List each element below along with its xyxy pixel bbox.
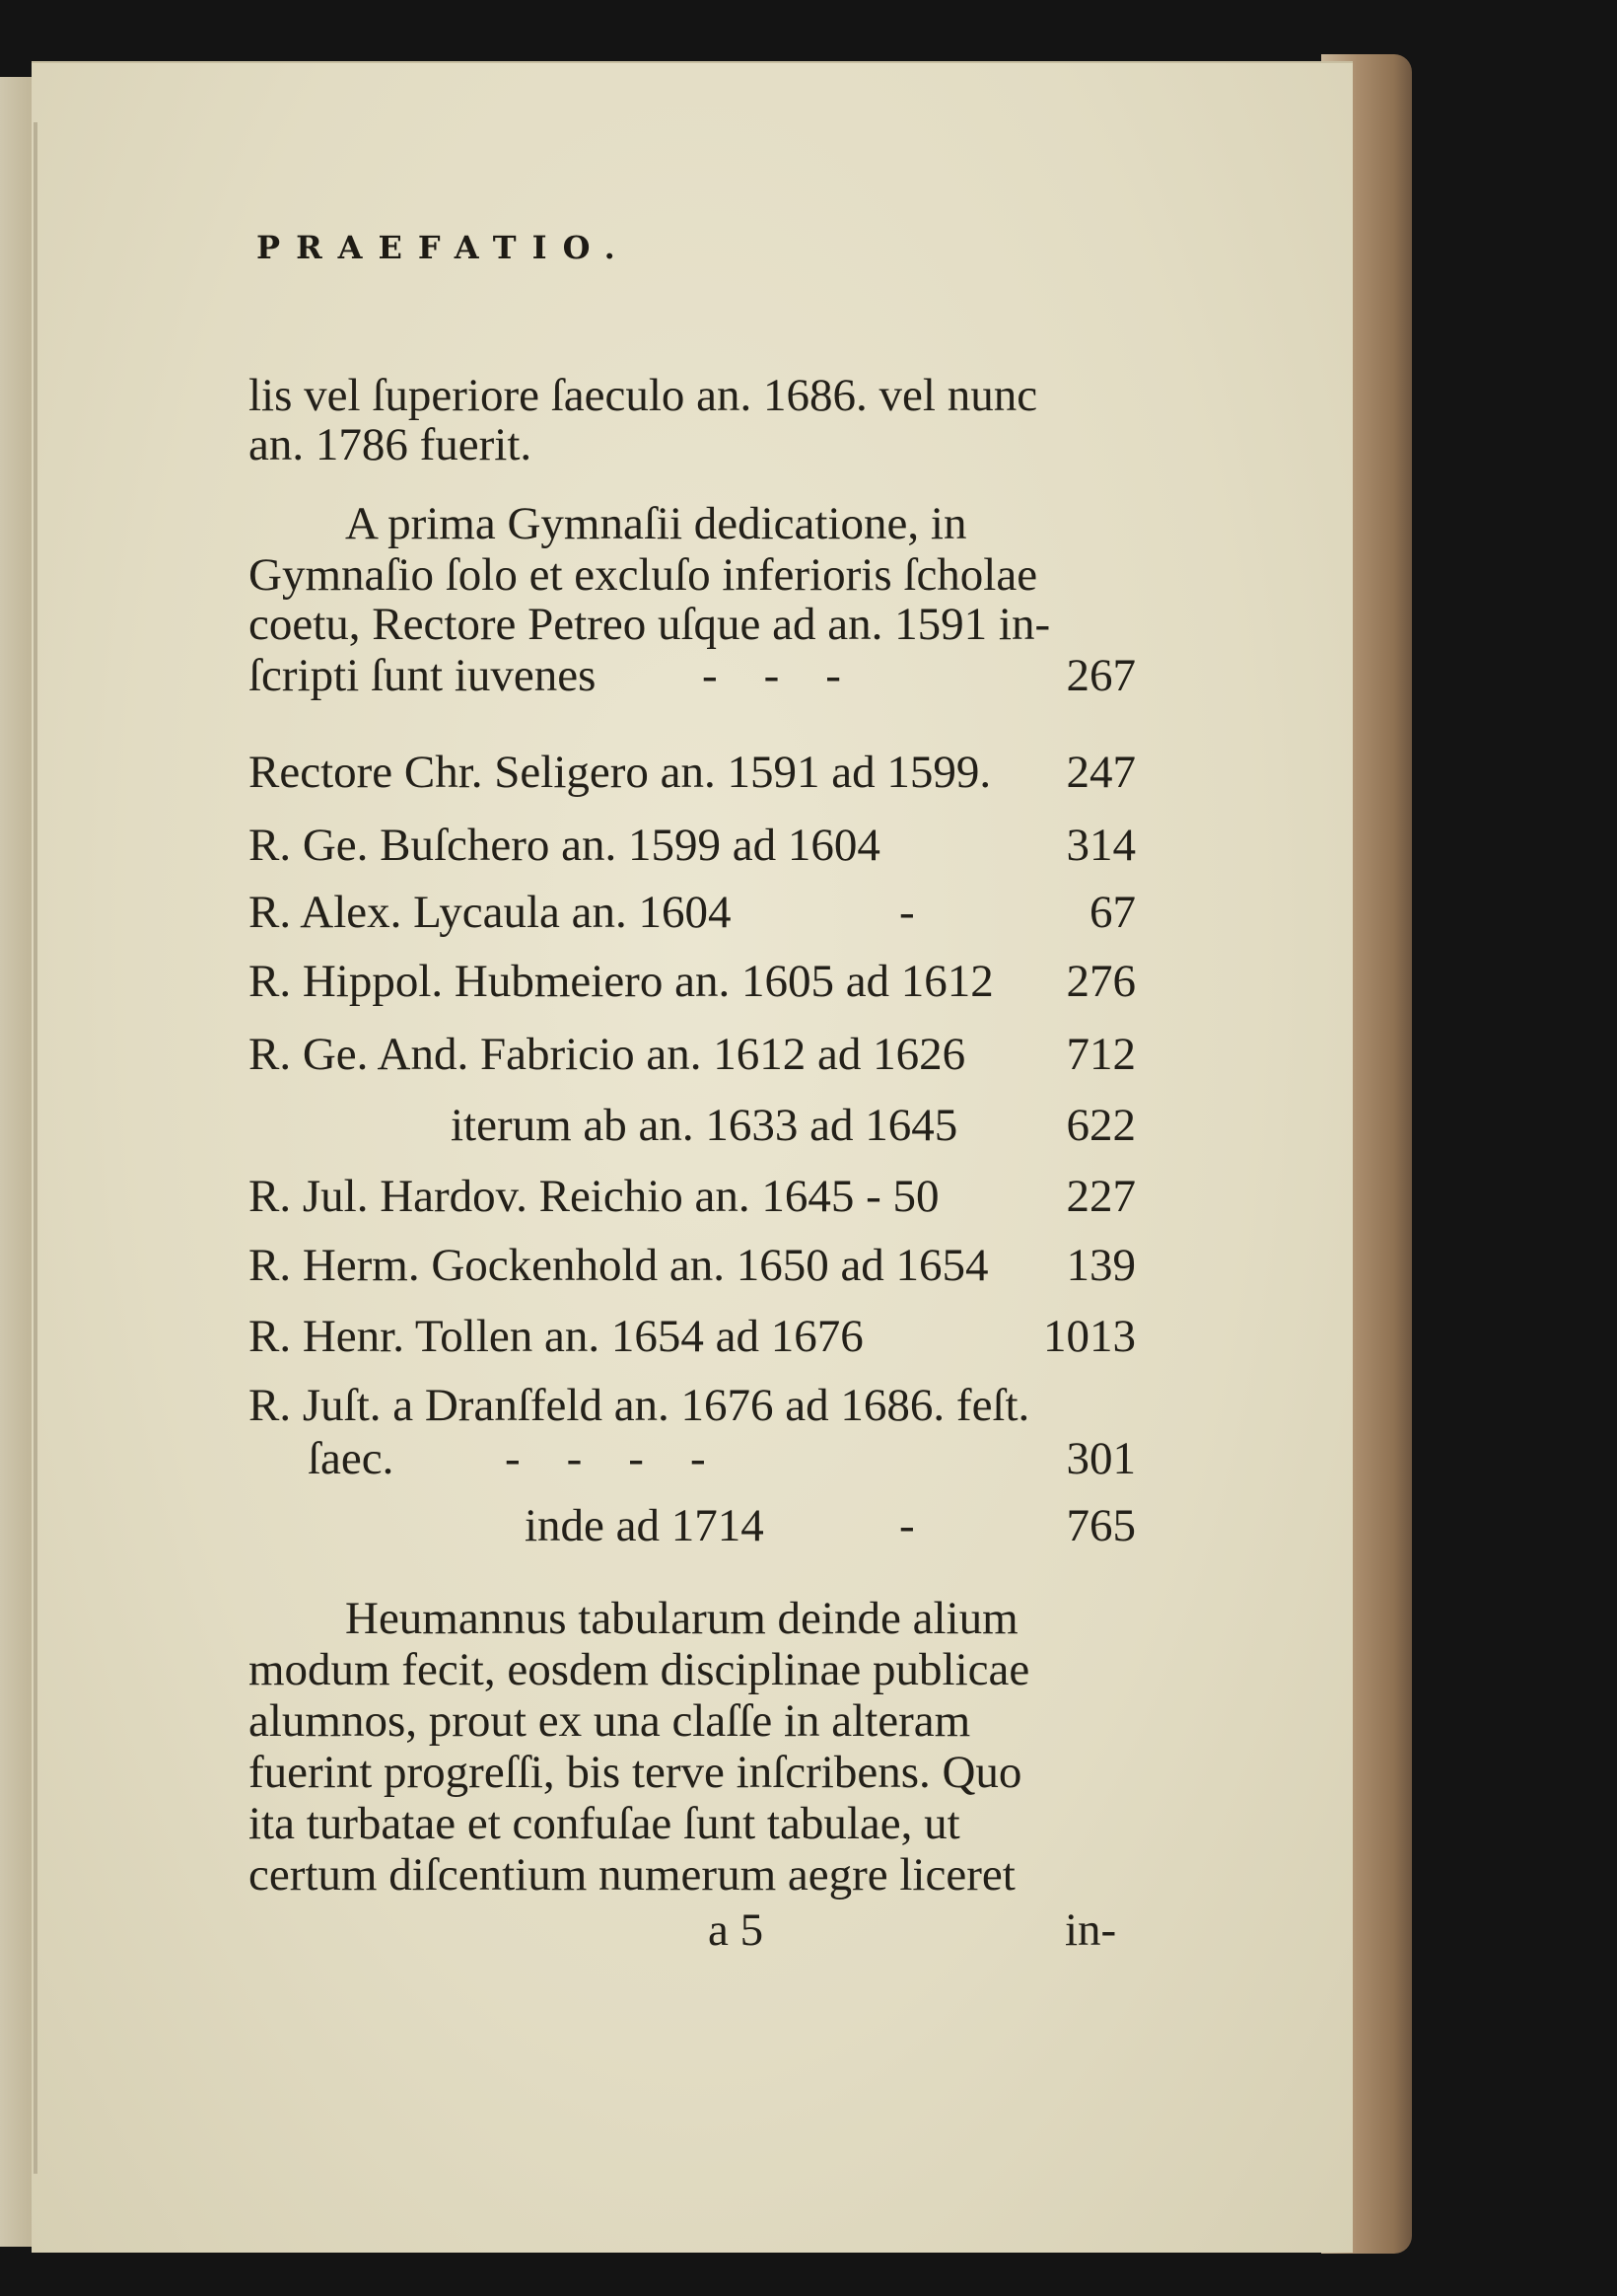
- row-number: 622: [1066, 1100, 1136, 1151]
- paragraph-line: modum fecit, eosdem disciplinae publicae: [248, 1644, 1030, 1695]
- paragraph-line: Heumannus tabularum deinde alium: [345, 1593, 1019, 1644]
- row-label: R. Herm. Gockenhold an. 1650 ad 1654: [248, 1240, 989, 1291]
- paragraph-line: A prima Gymnaſii dedicatione, in: [345, 498, 967, 549]
- total-number: 267: [1066, 650, 1136, 701]
- row-number: 765: [1066, 1500, 1136, 1551]
- paragraph-line: ſcripti ſunt iuvenes: [248, 650, 597, 701]
- paragraph-line: alumnos, prout ex una claſſe in alteram: [248, 1695, 971, 1747]
- row-number: 67: [1090, 887, 1136, 938]
- row-label: R. Henr. Tollen an. 1654 ad 1676: [248, 1311, 864, 1362]
- row-label: R. Hippol. Hubmeiero an. 1605 ad 1612: [248, 956, 994, 1007]
- row-label: R. Alex. Lycaula an. 1604: [248, 887, 732, 938]
- running-header: PRAEFATIO.: [256, 229, 631, 266]
- row-number: 247: [1066, 747, 1136, 798]
- intro-line: lis vel ſuperiore ſaeculo an. 1686. vel nunc: [248, 370, 1038, 421]
- row-number: 314: [1066, 820, 1136, 871]
- row-number: 276: [1066, 956, 1136, 1007]
- leader-dashes: -: [899, 1500, 915, 1551]
- row-label: R. Jul. Hardov. Reichio an. 1645 - 50: [248, 1171, 940, 1222]
- row-label: iterum ab an. 1633 ad 1645: [451, 1100, 958, 1151]
- row-number: 139: [1066, 1240, 1136, 1291]
- paragraph-line: coetu, Rectore Petreo uſque ad an. 1591 in-: [248, 599, 1051, 650]
- row-label: R. Ge. Buſchero an. 1599 ad 1604: [248, 820, 880, 871]
- row-number: 1013: [1043, 1311, 1136, 1362]
- leader-dashes: - - -: [702, 650, 841, 701]
- leader-dashes: -: [899, 887, 915, 938]
- gutter-line: [34, 122, 37, 2174]
- paragraph-line: Gymnaſio ſolo et excluſo inferioris ſcholae: [248, 549, 1038, 601]
- row-number: 301: [1066, 1433, 1136, 1484]
- row-number: 227: [1066, 1171, 1136, 1222]
- leader-dashes: - - - -: [505, 1433, 706, 1484]
- row-label: R. Ge. And. Fabricio an. 1612 ad 1626: [248, 1029, 966, 1080]
- signature-mark: a 5: [708, 1904, 764, 1956]
- paragraph-line: ita turbatae et confuſae ſunt tabulae, ut: [248, 1798, 960, 1849]
- row-label: Rectore Chr. Seligero an. 1591 ad 1599.: [248, 747, 992, 798]
- row-label: ſaec.: [308, 1433, 394, 1484]
- row-label: inde ad 1714: [525, 1500, 764, 1551]
- row-label: R. Juſt. a Dranſfeld an. 1676 ad 1686. feſt.: [248, 1380, 1030, 1431]
- catchword: in-: [1065, 1904, 1117, 1956]
- book-page: [32, 61, 1353, 2253]
- intro-line: an. 1786 fuerit.: [248, 419, 532, 470]
- row-number: 712: [1066, 1029, 1136, 1080]
- paragraph-line: fuerint progreſſi, bis terve inſcribens. Quo: [248, 1747, 1022, 1798]
- paragraph-line: certum diſcentium numerum aegre liceret: [248, 1849, 1016, 1901]
